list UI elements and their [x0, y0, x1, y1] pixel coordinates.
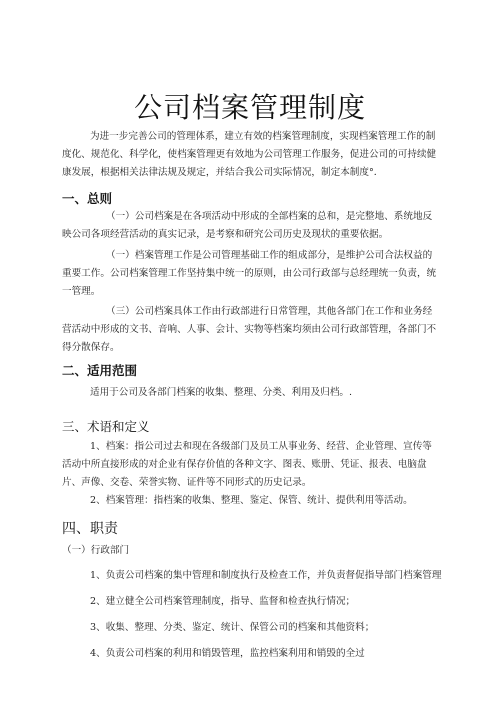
section-1-paragraph-3: （三）公司档案具体工作由行政部进行日常管理，其他各部门在工作和业务经营活动中形成的文书、音响、人事、会计、实物等档案均须由公司行政部管理，各部门不得分散保存。: [62, 306, 437, 353]
section-4-subheading: （一）行政部门: [62, 545, 130, 556]
section-4-item-1: 1、负责公司档案的集中管理和制度执行及检查工作，并负责督促指导部门档案管理: [90, 570, 442, 581]
section-4-heading: 四、职责: [62, 521, 118, 537]
section-1-paragraph-2: （一）档案管理工作是公司管理基础工作的组成部分，是维护公司合法权益的重要工作。公司档案管理工作坚持集中统一的原则，由公司行政部与总经理统一负责，统一管理。: [62, 250, 437, 297]
section-4-item-2: 2、建立健全公司档案管理制度，指导、监督和检查执行情况；: [90, 596, 356, 607]
section-4-item-3: 3、收集、整理、分类、鉴定、统计、保管公司的档案和其他资料；: [90, 622, 375, 633]
section-3-heading: 三、术语和定义: [62, 419, 150, 434]
section-1-heading: 一、总则: [62, 191, 113, 206]
section-2-paragraph: 适用于公司及各部门档案的收集、整理、分类、利用及归档。.: [90, 387, 353, 398]
intro-paragraph: 为进一步完善公司的管理体系，建立有效的档案管理制度，实现档案管理工作的制度化、规范化、科学化，使档案管理更有效地为公司管理工作服务，促进公司的可持续健康发展，根据相关法律法规及规定，并结合我公司实际情况，制定本制度°．: [62, 131, 437, 178]
section-3-paragraph-1: 1、档案：指公司过去和现在各级部门及员工从事业务、经营、企业管理、宣传等活动中所直接形成的对企业有保存价值的各种文字、图表、账册、凭证、报表、电脑盘片、声像、交卷、荣誉实物、证件等不同形式的历史记录。: [62, 441, 432, 488]
section-3-paragraph-2: 2、档案管理：指档案的收集、整理、鉴定、保管、统计、提供利用等活动。: [90, 495, 413, 506]
document-title: 公司档案管理制度: [133, 91, 366, 124]
section-4-item-4: 4、负责公司档案的利用和销毁管理，监控档案利用和销毁的全过: [90, 648, 365, 659]
section-1-paragraph-1: （一）公司档案是在各项活动中形成的全部档案的总和，是完整地、系统地反映公司各项经营活动的真实记录，是考察和研究公司历史及现状的重要依据。: [62, 211, 433, 240]
section-2-heading: 二、适用范围: [62, 363, 138, 378]
